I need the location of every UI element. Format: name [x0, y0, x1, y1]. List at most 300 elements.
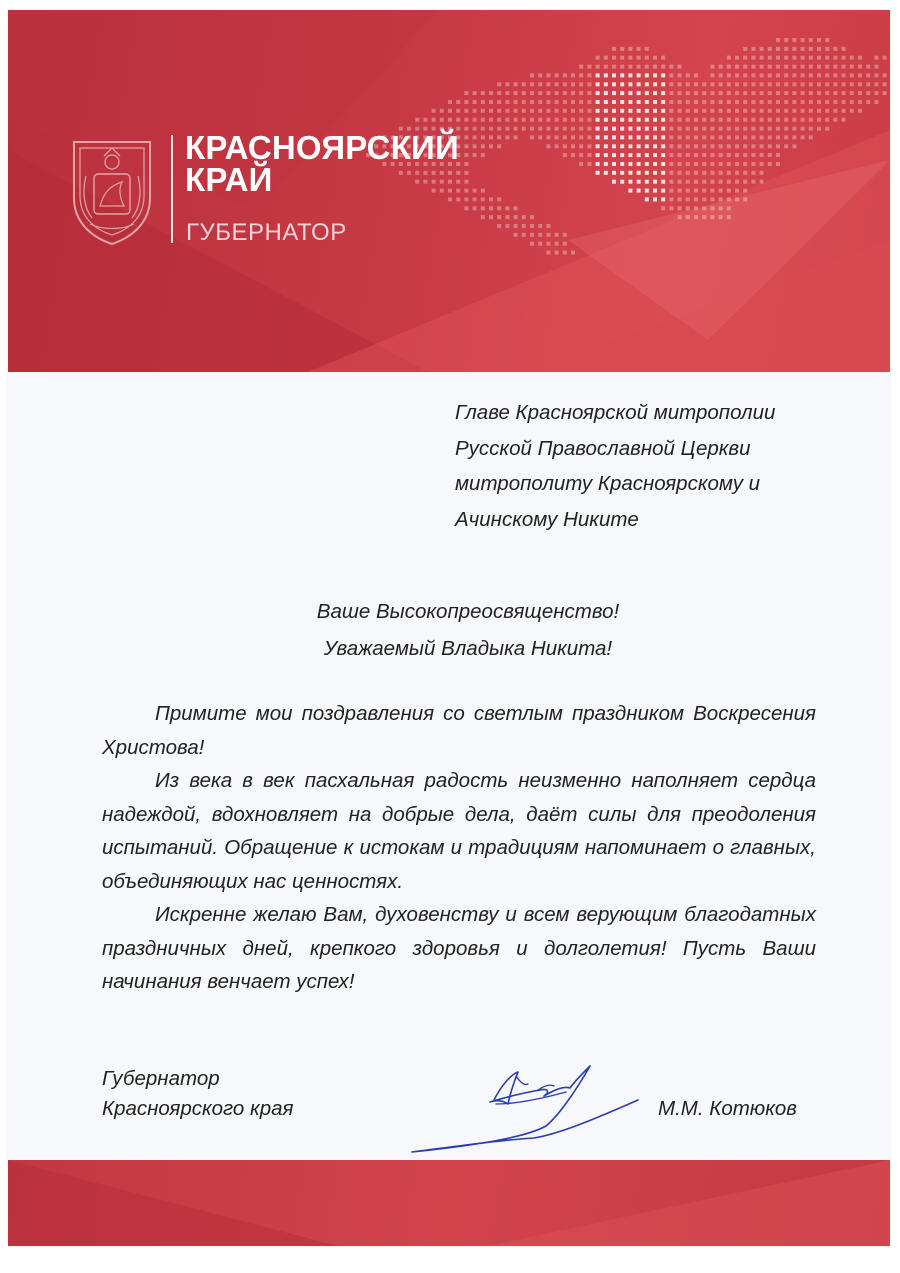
map-dot [694, 82, 698, 86]
map-dot [727, 144, 731, 148]
map-dot [653, 73, 657, 77]
map-dot [620, 82, 624, 86]
map-dot [612, 135, 616, 139]
map-dot [612, 171, 616, 175]
map-dot [710, 215, 714, 219]
map-dot [596, 144, 600, 148]
map-dot [669, 206, 673, 210]
map-dot [702, 162, 706, 166]
map-dot [743, 65, 747, 69]
map-dot [768, 73, 772, 77]
map-dot [760, 56, 764, 60]
map-dot [653, 197, 657, 201]
map-dot [522, 215, 526, 219]
addressee-line: Русской Православной Церкви [455, 436, 751, 460]
map-dot [637, 189, 641, 193]
map-dot [776, 47, 780, 51]
map-dot [686, 73, 690, 77]
map-dot [628, 82, 632, 86]
map-dot [792, 73, 796, 77]
addressee-block [455, 395, 875, 537]
map-dot [637, 82, 641, 86]
map-dot [784, 82, 788, 86]
map-dot [661, 153, 665, 157]
map-dot [686, 197, 690, 201]
map-dot [669, 144, 673, 148]
map-dot [817, 118, 821, 122]
map-dot [768, 91, 772, 95]
map-dot [809, 109, 813, 113]
map-dot [620, 153, 624, 157]
map-dot [464, 162, 468, 166]
map-dot [530, 109, 534, 113]
addressee-line: Ачинскому Никите [455, 507, 639, 531]
map-dot [719, 100, 723, 104]
map-dot [809, 118, 813, 122]
map-dot [686, 215, 690, 219]
map-dot [874, 73, 878, 77]
map-dot [555, 144, 559, 148]
map-dot [809, 82, 813, 86]
map-dot [464, 109, 468, 113]
map-dot [833, 56, 837, 60]
map-dot [596, 100, 600, 104]
map-dot [792, 56, 796, 60]
map-dot [735, 73, 739, 77]
map-dot [628, 127, 632, 131]
map-dot [456, 197, 460, 201]
map-dot [686, 135, 690, 139]
map-dot [538, 127, 542, 131]
map-dot [653, 180, 657, 184]
map-dot [686, 91, 690, 95]
map-dot [661, 56, 665, 60]
map-dot [776, 65, 780, 69]
map-dot [776, 82, 780, 86]
letter-sheet [8, 10, 890, 1246]
map-dot [645, 56, 649, 60]
map-dot [768, 118, 772, 122]
map-dot [481, 144, 485, 148]
map-dot [743, 82, 747, 86]
map-dot [497, 127, 501, 131]
map-dot [538, 100, 542, 104]
map-dot [710, 153, 714, 157]
map-dot [792, 127, 796, 131]
map-dot [596, 162, 600, 166]
map-dot [571, 144, 575, 148]
map-dot [661, 189, 665, 193]
map-dot [645, 47, 649, 51]
map-dot [669, 118, 673, 122]
map-dot [817, 91, 821, 95]
map-dot [801, 56, 805, 60]
map-dot [661, 82, 665, 86]
map-dot [686, 162, 690, 166]
map-dot [735, 56, 739, 60]
map-dot [481, 118, 485, 122]
map-dot [702, 144, 706, 148]
map-dot [637, 109, 641, 113]
map-dot [694, 171, 698, 175]
map-dot [489, 206, 493, 210]
map-dot [842, 100, 846, 104]
map-dot [719, 153, 723, 157]
map-dot [522, 82, 526, 86]
map-dot [817, 56, 821, 60]
map-dot [768, 153, 772, 157]
map-dot [555, 100, 559, 104]
map-dot [497, 144, 501, 148]
map-dot [628, 118, 632, 122]
map-dot [760, 180, 764, 184]
map-dot [743, 73, 747, 77]
map-dot [710, 171, 714, 175]
map-dot [825, 127, 829, 131]
map-dot [546, 118, 550, 122]
map-dot [842, 73, 846, 77]
map-dot [563, 73, 567, 77]
map-dot [620, 47, 624, 51]
map-dot [686, 153, 690, 157]
map-dot [522, 118, 526, 122]
map-dot [727, 82, 731, 86]
map-dot [760, 135, 764, 139]
map-dot [538, 224, 542, 228]
map-dot [645, 100, 649, 104]
map-dot [653, 100, 657, 104]
map-dot [751, 109, 755, 113]
map-dot [637, 91, 641, 95]
map-dot [661, 162, 665, 166]
map-dot [604, 73, 608, 77]
map-dot [801, 91, 805, 95]
map-dot [538, 91, 542, 95]
signatory-name: М.М. Котюков [658, 1097, 797, 1120]
map-dot [850, 109, 854, 113]
map-dot [678, 65, 682, 69]
map-dot [751, 65, 755, 69]
map-dot [645, 171, 649, 175]
map-dot [694, 135, 698, 139]
map-dot [702, 100, 706, 104]
map-dot [694, 189, 698, 193]
map-dot [514, 233, 518, 237]
map-dot [751, 135, 755, 139]
map-dot [522, 233, 526, 237]
map-dot [505, 91, 509, 95]
map-dot [546, 135, 550, 139]
map-dot [686, 144, 690, 148]
map-dot [505, 127, 509, 131]
map-dot [702, 189, 706, 193]
map-dot [555, 82, 559, 86]
map-dot [645, 153, 649, 157]
map-dot [735, 135, 739, 139]
map-dot [546, 82, 550, 86]
map-dot [866, 91, 870, 95]
map-dot [473, 100, 477, 104]
map-dot [801, 118, 805, 122]
map-dot [481, 215, 485, 219]
map-dot [702, 215, 706, 219]
map-dot [448, 100, 452, 104]
map-dot [669, 82, 673, 86]
map-dot [850, 91, 854, 95]
map-dot [637, 65, 641, 69]
map-dot [587, 127, 591, 131]
map-dot [727, 206, 731, 210]
map-dot [833, 100, 837, 104]
map-dot [579, 73, 583, 77]
map-dot [464, 100, 468, 104]
map-dot [628, 73, 632, 77]
map-dot [784, 56, 788, 60]
map-dot [842, 65, 846, 69]
body-paragraph: Примите мои поздравления со светлым праздником Воскресения Христова! [102, 702, 816, 759]
map-dot [702, 118, 706, 122]
map-dot [620, 118, 624, 122]
map-dot [694, 153, 698, 157]
map-dot [464, 171, 468, 175]
map-dot [596, 109, 600, 113]
map-dot [883, 73, 887, 77]
map-dot [694, 73, 698, 77]
map-dot [448, 197, 452, 201]
map-dot [784, 73, 788, 77]
map-dot [727, 171, 731, 175]
map-dot [817, 65, 821, 69]
map-dot [784, 47, 788, 51]
map-dot [858, 56, 862, 60]
map-dot [505, 224, 509, 228]
map-dot [661, 91, 665, 95]
map-dot [760, 65, 764, 69]
map-dot [735, 162, 739, 166]
map-dot [653, 135, 657, 139]
map-dot [464, 206, 468, 210]
map-dot [464, 91, 468, 95]
map-dot [784, 91, 788, 95]
map-dot [637, 171, 641, 175]
map-dot [686, 171, 690, 175]
map-dot [637, 118, 641, 122]
map-dot [858, 73, 862, 77]
map-dot [833, 118, 837, 122]
map-dot [710, 206, 714, 210]
map-dot [612, 118, 616, 122]
addressee-line: митрополиту Красноярскому и [455, 472, 761, 495]
map-dot [612, 180, 616, 184]
map-dot [842, 56, 846, 60]
map-dot [604, 82, 608, 86]
map-dot [768, 65, 772, 69]
map-dot [760, 144, 764, 148]
map-dot [743, 118, 747, 122]
map-dot [702, 206, 706, 210]
map-dot [760, 109, 764, 113]
map-dot [555, 127, 559, 131]
map-dot [628, 153, 632, 157]
map-dot [694, 215, 698, 219]
map-dot [776, 135, 780, 139]
map-dot [751, 82, 755, 86]
map-dot [497, 109, 501, 113]
map-dot [792, 118, 796, 122]
map-dot [727, 73, 731, 77]
map-dot [505, 118, 509, 122]
map-dot [686, 82, 690, 86]
map-dot [530, 127, 534, 131]
map-dot [555, 135, 559, 139]
map-dot [637, 73, 641, 77]
map-dot [719, 127, 723, 131]
map-dot [620, 91, 624, 95]
letterhead [8, 10, 890, 372]
map-dot [587, 65, 591, 69]
map-dot [768, 100, 772, 104]
map-dot [587, 100, 591, 104]
greeting-line1: Ваше Высокопреосвященство! [316, 600, 620, 623]
map-dot [751, 118, 755, 122]
map-dot [604, 171, 608, 175]
map-dot [563, 153, 567, 157]
map-dot [653, 153, 657, 157]
map-dot [637, 144, 641, 148]
map-dot [661, 127, 665, 131]
map-dot [809, 135, 813, 139]
map-dot [727, 215, 731, 219]
map-dot [710, 180, 714, 184]
map-dot [620, 65, 624, 69]
map-dot [694, 91, 698, 95]
map-dot [481, 206, 485, 210]
map-dot [637, 180, 641, 184]
map-dot [776, 144, 780, 148]
map-dot [719, 65, 723, 69]
map-dot [850, 73, 854, 77]
map-dot [563, 109, 567, 113]
map-dot [678, 153, 682, 157]
map-dot [694, 206, 698, 210]
map-dot [710, 65, 714, 69]
map-dot [694, 118, 698, 122]
map-dot [571, 251, 575, 255]
map-dot [637, 135, 641, 139]
map-dot [587, 144, 591, 148]
map-dot [538, 242, 542, 246]
map-dot [637, 127, 641, 131]
map-dot [514, 82, 518, 86]
map-dot [514, 109, 518, 113]
map-dot [645, 91, 649, 95]
map-dot [514, 215, 518, 219]
map-dot [563, 91, 567, 95]
map-dot [563, 251, 567, 255]
map-dot [686, 100, 690, 104]
map-dot [596, 91, 600, 95]
map-dot [497, 135, 501, 139]
signatory-role-line2: Красноярского края [102, 1097, 294, 1120]
map-dot [571, 153, 575, 157]
map-dot [612, 73, 616, 77]
map-dot [522, 91, 526, 95]
map-dot [481, 197, 485, 201]
map-dot [669, 127, 673, 131]
map-dot [612, 91, 616, 95]
map-dot [792, 100, 796, 104]
map-dot [653, 91, 657, 95]
map-dot [628, 135, 632, 139]
map-dot [497, 224, 501, 228]
map-dot [612, 100, 616, 104]
map-dot [464, 118, 468, 122]
map-dot [563, 144, 567, 148]
map-dot [727, 100, 731, 104]
map-dot [612, 82, 616, 86]
map-dot [596, 118, 600, 122]
map-dot [784, 100, 788, 104]
map-dot [866, 82, 870, 86]
map-dot [735, 189, 739, 193]
map-dot [719, 171, 723, 175]
map-dot [784, 135, 788, 139]
map-dot [538, 233, 542, 237]
map-dot [464, 197, 468, 201]
map-dot [743, 109, 747, 113]
map-dot [678, 206, 682, 210]
map-dot [473, 91, 477, 95]
map-dot [825, 109, 829, 113]
map-dot [522, 109, 526, 113]
map-dot [546, 127, 550, 131]
map-dot [784, 127, 788, 131]
handwritten-signature [398, 1060, 648, 1155]
map-dot [505, 206, 509, 210]
map-dot [481, 91, 485, 95]
map-dot [464, 153, 468, 157]
map-dot [620, 100, 624, 104]
map-dot [637, 47, 641, 51]
map-dot [661, 171, 665, 175]
map-dot [456, 118, 460, 122]
map-dot [776, 100, 780, 104]
map-dot [678, 109, 682, 113]
map-dot [571, 73, 575, 77]
map-dot [620, 162, 624, 166]
map-dot [760, 91, 764, 95]
map-dot [669, 171, 673, 175]
map-dot [678, 100, 682, 104]
map-dot [776, 153, 780, 157]
map-dot [620, 127, 624, 131]
map-dot [612, 162, 616, 166]
map-dot [874, 56, 878, 60]
map-dot [801, 38, 805, 42]
map-dot [645, 189, 649, 193]
map-dot [719, 73, 723, 77]
map-dot [874, 65, 878, 69]
map-dot [669, 91, 673, 95]
region-title-line2: КРАЙ [185, 161, 273, 198]
map-dot [423, 118, 427, 122]
map-dot [604, 127, 608, 131]
map-dot [661, 73, 665, 77]
map-dot [473, 118, 477, 122]
map-dot [719, 109, 723, 113]
map-dot [669, 109, 673, 113]
map-dot [858, 82, 862, 86]
